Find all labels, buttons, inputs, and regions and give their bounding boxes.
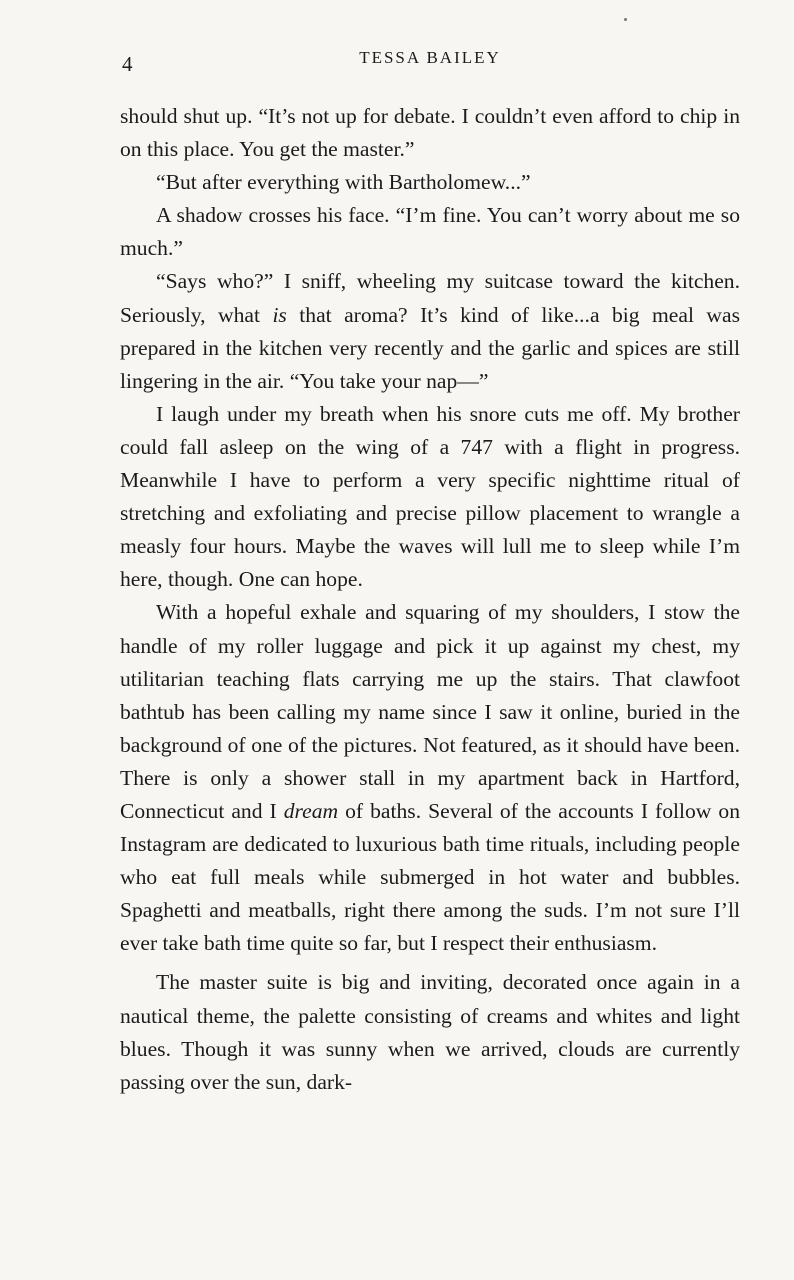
paragraph-text: of baths. Several of the accounts I follow on Instagram are dedicated to luxurious bath time rituals, including people who eat full meals while submerged in hot water and bubbles. Spaghetti and meatballs, right there among the suds. I’m not sure I’ll ever take bath time quite so far, but I respect their enthusiasm. [120, 798, 741, 956]
dust-speck [624, 18, 627, 21]
body-text [120, 100, 740, 1099]
running-head [120, 48, 740, 74]
italic-emphasis: dream [283, 798, 339, 823]
page-number: 4 [122, 52, 133, 76]
paragraph [120, 166, 740, 199]
paragraph [120, 199, 740, 265]
running-head-author: TESSA BAILEY [359, 48, 501, 67]
paragraph [120, 596, 740, 960]
paragraph [120, 265, 740, 397]
paragraph [120, 100, 740, 166]
paragraph [120, 398, 740, 597]
paragraph-text: that aroma? It’s kind of like...a big meal was prepared in the kitchen very recently and the garlic and spices are still lingering in the air. “You take your nap—” [120, 302, 740, 393]
paragraph-text: should shut up. “It’s not up for debate. I couldn’t even afford to chip in on this place. You get the master.” [120, 104, 740, 162]
paragraph-text: The master suite is big and inviting, decorated once again in a nautical theme, the palette consisting of creams and whites and light blues. Though it was sunny when we arrived, clouds are currently passing over the sun, dark- [120, 970, 740, 1094]
paragraph-text: “But after everything with Bartholomew...” [156, 170, 531, 195]
paragraph-text: With a hopeful exhale and squaring of my shoulders, I stow the handle of my roller luggage and pick it up against my chest, my utilitarian teaching flats carrying me up the stairs. That clawfoot bathtub has been calling my name since I saw it online, buried in the background of one of the pictures. Not featured, as it should have been. There is only a shower stall in my apartment back in Hartford, Connecticut and I [120, 600, 740, 823]
paragraph [120, 966, 740, 1098]
italic-emphasis: is [272, 302, 287, 327]
paragraph-text: I laugh under my breath when his snore cuts me off. My brother could fall asleep on the wing of a 747 with a flight in progress. Meanwhile I have to perform a very specific nighttime ritual of stretching and exfoliating and precise pillow placement to wrangle a measly four hours. Maybe the waves will lull me to sleep while I’m here, though. One can hope. [120, 401, 740, 592]
paragraph-text: A shadow crosses his face. “I’m fine. You can’t worry about me so much.” [120, 203, 740, 261]
paragraph-text: “Says who?” I sniff, wheeling my suitcase toward the kitchen. Seriously, what [120, 269, 740, 327]
